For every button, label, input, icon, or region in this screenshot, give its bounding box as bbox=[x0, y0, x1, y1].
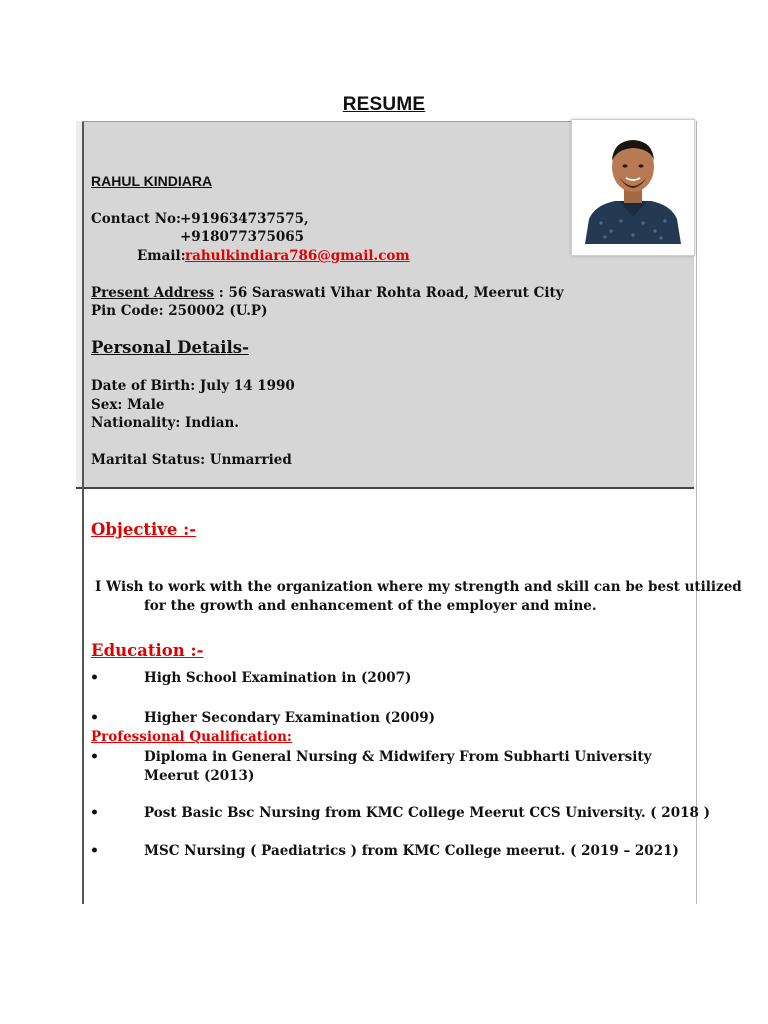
bullet-icon: • bbox=[90, 805, 99, 821]
address-value: : 56 Saraswati Vihar Rohta Road, Meerut City bbox=[218, 285, 564, 301]
email-label: Email: bbox=[137, 248, 186, 264]
education-item-1: High School Examination in (2007) bbox=[144, 670, 412, 686]
professional-item-1-line-1: Diploma in General Nursing & Midwifery From Subharti University bbox=[144, 749, 652, 765]
person-photo-image bbox=[581, 131, 685, 244]
marital-status: Marital Status: Unmarried bbox=[91, 452, 292, 468]
professional-item-2: Post Basic Bsc Nursing from KMC College Meerut CCS University. ( 2018 ) bbox=[144, 805, 710, 821]
education-heading: Education :- bbox=[91, 641, 204, 660]
bullet-icon: • bbox=[90, 670, 99, 686]
address-label: Present Address bbox=[91, 285, 215, 301]
bullet-icon: • bbox=[90, 749, 99, 765]
email-link[interactable]: rahulkindiara786@gmail.com bbox=[185, 248, 410, 264]
objective-line-2: for the growth and enhancement of the employer and mine. bbox=[144, 598, 597, 614]
address-line bbox=[91, 284, 564, 302]
date-of-birth: Date of Birth: July 14 1990 bbox=[91, 378, 295, 394]
phone-1: +919634737575, bbox=[180, 211, 309, 227]
sex: Sex: Male bbox=[91, 397, 165, 413]
professional-item-3: MSC Nursing ( Paediatrics ) from KMC College meerut. ( 2019 – 2021) bbox=[144, 843, 679, 859]
bullet-icon: • bbox=[90, 843, 99, 859]
objective-line-1: I Wish to work with the organization where my strength and skill can be best utilized bbox=[95, 579, 742, 595]
objective-heading: Objective :- bbox=[91, 520, 197, 539]
phone-2: +918077375065 bbox=[180, 229, 305, 245]
professional-item-1-line-2: Meerut (2013) bbox=[144, 768, 255, 784]
document-title: RESUME bbox=[342, 94, 426, 115]
profile-photo bbox=[571, 119, 695, 256]
nationality: Nationality: Indian. bbox=[91, 415, 239, 431]
bullet-icon: • bbox=[90, 710, 99, 726]
contact-label: Contact No: bbox=[91, 211, 182, 227]
personal-details-heading: Personal Details- bbox=[91, 338, 249, 357]
professional-qualification-heading: Professional Qualification: bbox=[91, 729, 292, 745]
education-item-2: Higher Secondary Examination (2009) bbox=[144, 710, 436, 726]
pin-code: Pin Code: 250002 (U.P) bbox=[91, 303, 268, 319]
candidate-name: RAHUL KINDIARA bbox=[91, 173, 213, 189]
